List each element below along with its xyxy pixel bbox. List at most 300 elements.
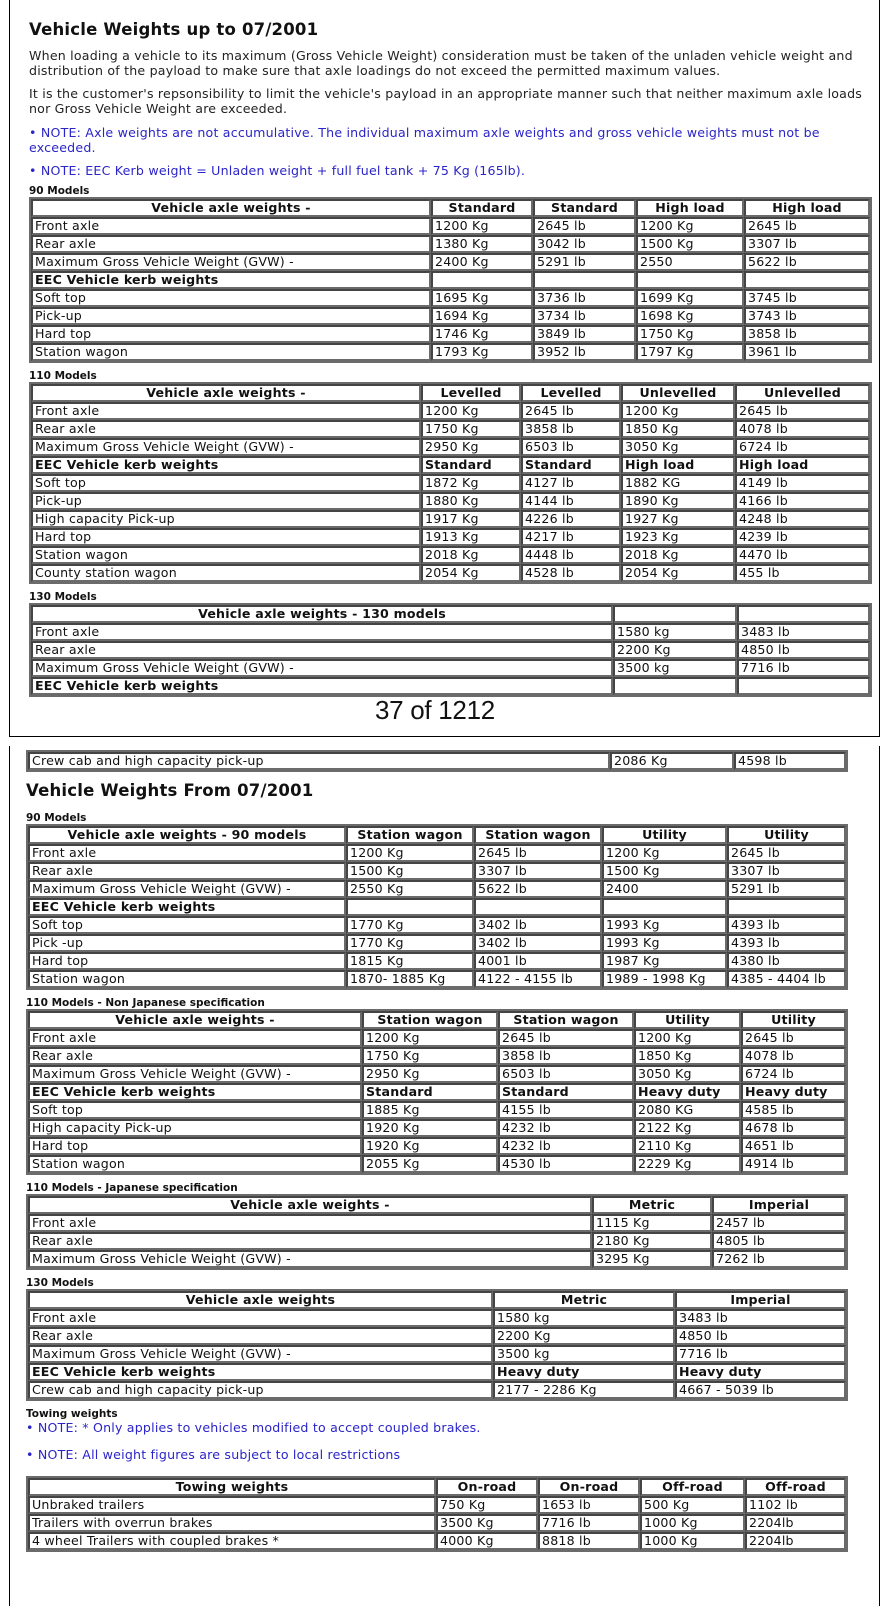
cell: 1920 Kg: [362, 1137, 498, 1155]
cell: 1750 Kg: [421, 420, 521, 438]
cell: 1890 Kg: [621, 492, 735, 510]
table-110-japanese-from: [26, 1194, 848, 1270]
table-row: [28, 1514, 846, 1532]
cell: Standard: [421, 456, 521, 474]
cell: 5622 lb: [474, 880, 602, 898]
row-label: EEC Vehicle kerb weights: [28, 1363, 493, 1381]
header-cell: [613, 605, 737, 623]
cell: [613, 677, 737, 695]
cell: 3402 lb: [474, 916, 602, 934]
table-row: [28, 1232, 846, 1250]
row-label: High capacity Pick-up: [31, 510, 421, 528]
header-cell: Imperial: [675, 1291, 846, 1309]
table-row: [28, 1029, 846, 1047]
cell: Heavy duty: [741, 1083, 846, 1101]
header-cell: Vehicle axle weights -: [28, 1196, 592, 1214]
cell: 7716 lb: [737, 659, 870, 677]
cell: 3858 lb: [498, 1047, 634, 1065]
table-subheader-row: [28, 1363, 846, 1381]
cell: 1770 Kg: [346, 934, 474, 952]
cell: 3734 lb: [533, 307, 636, 325]
row-label: Front axle: [28, 1309, 493, 1327]
cell: 6724 lb: [741, 1065, 846, 1083]
table-row: [31, 528, 870, 546]
cell: 3745 lb: [744, 289, 870, 307]
cell: 3736 lb: [533, 289, 636, 307]
table-row: [31, 510, 870, 528]
header-cell: Vehicle axle weights -: [31, 199, 431, 217]
cell: 1200 Kg: [431, 217, 533, 235]
row-label: EEC Vehicle kerb weights: [28, 898, 346, 916]
row-label: Hard top: [31, 528, 421, 546]
header-cell: Station wagon: [362, 1011, 498, 1029]
row-label: Soft top: [28, 1101, 362, 1119]
header-cell: Station wagon: [346, 826, 474, 844]
cell: 1380 Kg: [431, 235, 533, 253]
cell: [431, 271, 533, 289]
cell: 4166 lb: [735, 492, 870, 510]
row-label: Front axle: [28, 844, 346, 862]
table-row: [28, 1345, 846, 1363]
table-row: [28, 1155, 846, 1173]
cell: 2086 Kg: [610, 752, 734, 770]
row-label: Rear axle: [31, 235, 431, 253]
cell: 1000 Kg: [640, 1532, 745, 1550]
table-row: [28, 916, 846, 934]
cell: 7716 lb: [538, 1514, 640, 1532]
cell: 1580 kg: [613, 623, 737, 641]
cell: High load: [735, 456, 870, 474]
table-header-row: [28, 1478, 846, 1496]
row-label: High capacity Pick-up: [28, 1119, 362, 1137]
cell: 1750 Kg: [362, 1047, 498, 1065]
cell: 2122 Kg: [634, 1119, 741, 1137]
cell: 4850 lb: [675, 1327, 846, 1345]
cell: 3402 lb: [474, 934, 602, 952]
cell: 4127 lb: [521, 474, 621, 492]
cell: 3858 lb: [521, 420, 621, 438]
cell: 2055 Kg: [362, 1155, 498, 1173]
cell: 1923 Kg: [621, 528, 735, 546]
cell: Heavy duty: [634, 1083, 741, 1101]
table-130-models-from: [26, 1289, 848, 1401]
towing-weights-label: Towing weights: [26, 1408, 118, 1420]
table-header-row: [31, 605, 870, 623]
table-row: [28, 1327, 846, 1345]
row-label: Station wagon: [31, 343, 431, 361]
cell: 1200 Kg: [421, 402, 521, 420]
cell: 4155 lb: [498, 1101, 634, 1119]
header-cell: Off-road: [745, 1478, 846, 1496]
cell: 2018 Kg: [421, 546, 521, 564]
cell: 1870- 1885 Kg: [346, 970, 474, 988]
row-label: Pick -up: [28, 934, 346, 952]
cell: 1927 Kg: [621, 510, 735, 528]
cell: 1750 Kg: [636, 325, 744, 343]
cell: 1815 Kg: [346, 952, 474, 970]
cell: 3743 lb: [744, 307, 870, 325]
table-row: [31, 420, 870, 438]
table-row: [28, 880, 846, 898]
cell: 3050 Kg: [621, 438, 735, 456]
table-row: [28, 934, 846, 952]
cell: 4001 lb: [474, 952, 602, 970]
cell: 1987 Kg: [602, 952, 727, 970]
row-label: Trailers with overrun brakes: [28, 1514, 436, 1532]
table-header-row: [31, 384, 870, 402]
row-label: Hard top: [28, 952, 346, 970]
responsibility-paragraph: It is the customer's repsonsibility to limit the vehicle's payload in an appropriate manner such that neither maximum axle loads nor Gross Vehicle Weight are exceeded.: [29, 86, 863, 116]
header-cell: Vehicle axle weights -: [31, 384, 421, 402]
table-row: [28, 1137, 846, 1155]
table-90-models-from: [26, 824, 848, 990]
cell: 4144 lb: [521, 492, 621, 510]
cell: 2204lb: [745, 1514, 846, 1532]
table-row: [31, 546, 870, 564]
cell: 3500 kg: [493, 1345, 675, 1363]
cell: 6503 lb: [521, 438, 621, 456]
row-label: Front axle: [31, 402, 421, 420]
row-label: Soft top: [31, 289, 431, 307]
cell: 1102 lb: [745, 1496, 846, 1514]
cell: 1115 Kg: [592, 1214, 712, 1232]
cell: 4470 lb: [735, 546, 870, 564]
cell: 6503 lb: [498, 1065, 634, 1083]
table-row: [28, 1381, 846, 1399]
cell: 1500 Kg: [602, 862, 727, 880]
row-label: Rear axle: [31, 420, 421, 438]
cell: 4678 lb: [741, 1119, 846, 1137]
header-cell: Unlevelled: [621, 384, 735, 402]
cell: 2550: [636, 253, 744, 271]
cell: 3307 lb: [727, 862, 846, 880]
table-label-130-models: 130 Models: [26, 1277, 94, 1289]
cell: 1882 KG: [621, 474, 735, 492]
row-label: EEC Vehicle kerb weights: [31, 677, 613, 695]
cell: 1000 Kg: [640, 1514, 745, 1532]
table-label-90-models: 90 Models: [29, 185, 90, 197]
cell: 2400: [602, 880, 727, 898]
page-content: [29, 20, 872, 697]
table-row: [31, 253, 870, 271]
cell: 5291 lb: [727, 880, 846, 898]
cell: 6724 lb: [735, 438, 870, 456]
cell: 5622 lb: [744, 253, 870, 271]
table-row: [31, 402, 870, 420]
header-cell: Station wagon: [498, 1011, 634, 1029]
row-label: Maximum Gross Vehicle Weight (GVW) -: [28, 1250, 592, 1268]
header-cell: Vehicle axle weights - 90 models: [28, 826, 346, 844]
note-kerb-weight: • NOTE: EEC Kerb weight = Unladen weight + full fuel tank + 75 Kg (165lb).: [29, 163, 526, 178]
cell: 2018 Kg: [621, 546, 735, 564]
cell: 4448 lb: [521, 546, 621, 564]
row-label: EEC Vehicle kerb weights: [31, 271, 431, 289]
cell: High load: [621, 456, 735, 474]
header-cell: Utility: [727, 826, 846, 844]
cell: 455 lb: [735, 564, 870, 582]
row-label: Pick-up: [31, 307, 431, 325]
cell: 1500 Kg: [636, 235, 744, 253]
cell: [346, 898, 474, 916]
cell: 2457 lb: [712, 1214, 846, 1232]
cell: 2645 lb: [498, 1029, 634, 1047]
header-cell: High load: [636, 199, 744, 217]
cell: 4232 lb: [498, 1137, 634, 1155]
table-header-row: [31, 199, 870, 217]
table-row: [31, 623, 870, 641]
cell: 1200 Kg: [621, 402, 735, 420]
table-subheader-row: [31, 677, 870, 695]
cell: 4122 - 4155 lb: [474, 970, 602, 988]
cell: Standard: [498, 1083, 634, 1101]
cell: 2645 lb: [474, 844, 602, 862]
row-label: Rear axle: [28, 1047, 362, 1065]
cell: [727, 898, 846, 916]
table-row: [31, 641, 870, 659]
cell: 500 Kg: [640, 1496, 745, 1514]
header-cell: Levelled: [421, 384, 521, 402]
cell: 3307 lb: [744, 235, 870, 253]
cell: 3050 Kg: [634, 1065, 741, 1083]
row-label: Rear axle: [28, 1327, 493, 1345]
cell: 2200 Kg: [493, 1327, 675, 1345]
cell: 3483 lb: [675, 1309, 846, 1327]
cell: 1200 Kg: [634, 1029, 741, 1047]
table-row: [28, 1214, 846, 1232]
cell: 2200 Kg: [613, 641, 737, 659]
cell: 4598 lb: [734, 752, 846, 770]
section-title-from-2001: Vehicle Weights From 07/2001: [26, 781, 314, 800]
row-label: Crew cab and high capacity pick-up: [28, 1381, 493, 1399]
cell: 1699 Kg: [636, 289, 744, 307]
cell: 1885 Kg: [362, 1101, 498, 1119]
cell: 1920 Kg: [362, 1119, 498, 1137]
table-row: [28, 952, 846, 970]
table-row: [28, 1309, 846, 1327]
table-subheader-row: [28, 1083, 846, 1101]
table-row: [28, 844, 846, 862]
cell: 1880 Kg: [421, 492, 521, 510]
cell: 4078 lb: [735, 420, 870, 438]
table-row: [31, 235, 870, 253]
document-page-37: [9, 0, 880, 737]
cell: [737, 677, 870, 695]
table-90-models-upto: [29, 197, 872, 363]
cell: Heavy duty: [675, 1363, 846, 1381]
table-row: [31, 325, 870, 343]
cell: 4530 lb: [498, 1155, 634, 1173]
row-label: 4 wheel Trailers with coupled brakes *: [28, 1532, 436, 1550]
row-label: Pick-up: [31, 492, 421, 510]
cell: 4805 lb: [712, 1232, 846, 1250]
row-label: Maximum Gross Vehicle Weight (GVW) -: [31, 253, 431, 271]
header-cell: Levelled: [521, 384, 621, 402]
header-cell: [737, 605, 870, 623]
header-cell: Vehicle axle weights: [28, 1291, 493, 1309]
cell: 3849 lb: [533, 325, 636, 343]
cell: 1850 Kg: [621, 420, 735, 438]
row-label: EEC Vehicle kerb weights: [31, 456, 421, 474]
cell: 2645 lb: [741, 1029, 846, 1047]
page-number-indicator: 37 of 1212: [375, 695, 495, 725]
table-row: [31, 492, 870, 510]
cell: 1917 Kg: [421, 510, 521, 528]
row-label: Maximum Gross Vehicle Weight (GVW) -: [28, 1065, 362, 1083]
table-header-row: [28, 1011, 846, 1029]
cell: 2054 Kg: [621, 564, 735, 582]
table-row: [31, 307, 870, 325]
table-label-90-models: 90 Models: [26, 812, 87, 824]
cell: 1695 Kg: [431, 289, 533, 307]
cell: 1793 Kg: [431, 343, 533, 361]
row-label: Maximum Gross Vehicle Weight (GVW) -: [31, 438, 421, 456]
cell: 4393 lb: [727, 916, 846, 934]
table-row: [28, 1496, 846, 1514]
cell: 2950 Kg: [421, 438, 521, 456]
table-header-row: [28, 1291, 846, 1309]
cell: 1580 kg: [493, 1309, 675, 1327]
cell: 1694 Kg: [431, 307, 533, 325]
cell: 1872 Kg: [421, 474, 521, 492]
header-cell: Off-road: [640, 1478, 745, 1496]
row-label: Station wagon: [31, 546, 421, 564]
cell: 2645 lb: [727, 844, 846, 862]
cell: [744, 271, 870, 289]
row-label: Maximum Gross Vehicle Weight (GVW) -: [31, 659, 613, 677]
cell: 8818 lb: [538, 1532, 640, 1550]
table-row: [31, 564, 870, 582]
cell: [602, 898, 727, 916]
cell: 2645 lb: [735, 402, 870, 420]
cell: 1200 Kg: [602, 844, 727, 862]
cell: 2177 - 2286 Kg: [493, 1381, 675, 1399]
cell: 2400 Kg: [431, 253, 533, 271]
table-towing-weights: [26, 1476, 848, 1552]
note-axle-weights: • NOTE: Axle weights are not accumulative. The individual maximum axle weights and gross vehicle weights must not be exceeded.: [29, 125, 820, 155]
table-label-130-models: 130 Models: [29, 591, 97, 603]
row-label: EEC Vehicle kerb weights: [28, 1083, 362, 1101]
note-coupled-brakes: • NOTE: * Only applies to vehicles modified to accept coupled brakes.: [26, 1420, 481, 1435]
cell: Heavy duty: [493, 1363, 675, 1381]
table-row: [28, 1065, 846, 1083]
header-cell: Metric: [592, 1196, 712, 1214]
table-row: [31, 474, 870, 492]
header-cell: High load: [744, 199, 870, 217]
row-label: Station wagon: [28, 970, 346, 988]
section-title-up-to-2001: Vehicle Weights up to 07/2001: [29, 20, 319, 39]
cell: 4149 lb: [735, 474, 870, 492]
table-header-row: [28, 826, 846, 844]
header-cell: Vehicle axle weights -: [28, 1011, 362, 1029]
header-cell: Station wagon: [474, 826, 602, 844]
table-row: [31, 343, 870, 361]
row-label: Soft top: [28, 916, 346, 934]
row-label: Rear axle: [31, 641, 613, 659]
cell: 1500 Kg: [346, 862, 474, 880]
cell: 3858 lb: [744, 325, 870, 343]
cell: 4914 lb: [741, 1155, 846, 1173]
table-row: [31, 438, 870, 456]
header-cell: Standard: [533, 199, 636, 217]
table-subheader-row: [31, 456, 870, 474]
table-130-models-upto: [29, 603, 872, 697]
page-content: [26, 750, 848, 1552]
table-row: [31, 217, 870, 235]
table-row: [28, 1532, 846, 1550]
header-cell: Metric: [493, 1291, 675, 1309]
cell: 1200 Kg: [636, 217, 744, 235]
cell: 4393 lb: [727, 934, 846, 952]
cell: 4000 Kg: [436, 1532, 538, 1550]
header-cell: Imperial: [712, 1196, 846, 1214]
row-label: Front axle: [31, 217, 431, 235]
cell: 4850 lb: [737, 641, 870, 659]
cell: 1989 - 1998 Kg: [602, 970, 727, 988]
cell: 2950 Kg: [362, 1065, 498, 1083]
cell: 3307 lb: [474, 862, 602, 880]
cell: 4667 - 5039 lb: [675, 1381, 846, 1399]
cell: 4232 lb: [498, 1119, 634, 1137]
table-row: [28, 862, 846, 880]
cell: 2645 lb: [533, 217, 636, 235]
cell: 1200 Kg: [362, 1029, 498, 1047]
document-page-38: [9, 746, 880, 1606]
table-header-row: [28, 1196, 846, 1214]
row-label: County station wagon: [31, 564, 421, 582]
header-cell: Vehicle axle weights - 130 models: [31, 605, 613, 623]
table-row: [28, 1101, 846, 1119]
cell: 2054 Kg: [421, 564, 521, 582]
table-row: [28, 1250, 846, 1268]
cell: 1797 Kg: [636, 343, 744, 361]
cell: 3483 lb: [737, 623, 870, 641]
table-row: [31, 659, 870, 677]
row-label: Crew cab and high capacity pick-up: [28, 752, 610, 770]
row-label: Front axle: [31, 623, 613, 641]
table-label-110-models: 110 Models: [29, 370, 97, 382]
cell: 1653 lb: [538, 1496, 640, 1514]
cell: 3295 Kg: [592, 1250, 712, 1268]
cell: 4528 lb: [521, 564, 621, 582]
cell: 7262 lb: [712, 1250, 846, 1268]
header-cell: Utility: [634, 1011, 741, 1029]
table-130-models-upto-continued: [26, 750, 848, 772]
cell: 2110 Kg: [634, 1137, 741, 1155]
table-subheader-row: [31, 271, 870, 289]
cell: 2550 Kg: [346, 880, 474, 898]
table-row: [28, 1047, 846, 1065]
cell: 1993 Kg: [602, 934, 727, 952]
cell: 1200 Kg: [346, 844, 474, 862]
cell: 1850 Kg: [634, 1047, 741, 1065]
cell: 1698 Kg: [636, 307, 744, 325]
cell: 3961 lb: [744, 343, 870, 361]
cell: 3042 lb: [533, 235, 636, 253]
cell: 2229 Kg: [634, 1155, 741, 1173]
table-label-110-japanese: 110 Models - Japanese specification: [26, 1182, 238, 1194]
header-cell: Utility: [741, 1011, 846, 1029]
row-label: Rear axle: [28, 862, 346, 880]
note-local-restrictions: • NOTE: All weight figures are subject to local restrictions: [26, 1447, 401, 1462]
header-cell: Towing weights: [28, 1478, 436, 1496]
row-label: Front axle: [28, 1214, 592, 1232]
cell: 3500 kg: [613, 659, 737, 677]
cell: 4078 lb: [741, 1047, 846, 1065]
row-label: Maximum Gross Vehicle Weight (GVW) -: [28, 880, 346, 898]
header-cell: On-road: [538, 1478, 640, 1496]
row-label: Rear axle: [28, 1232, 592, 1250]
row-label: Hard top: [31, 325, 431, 343]
